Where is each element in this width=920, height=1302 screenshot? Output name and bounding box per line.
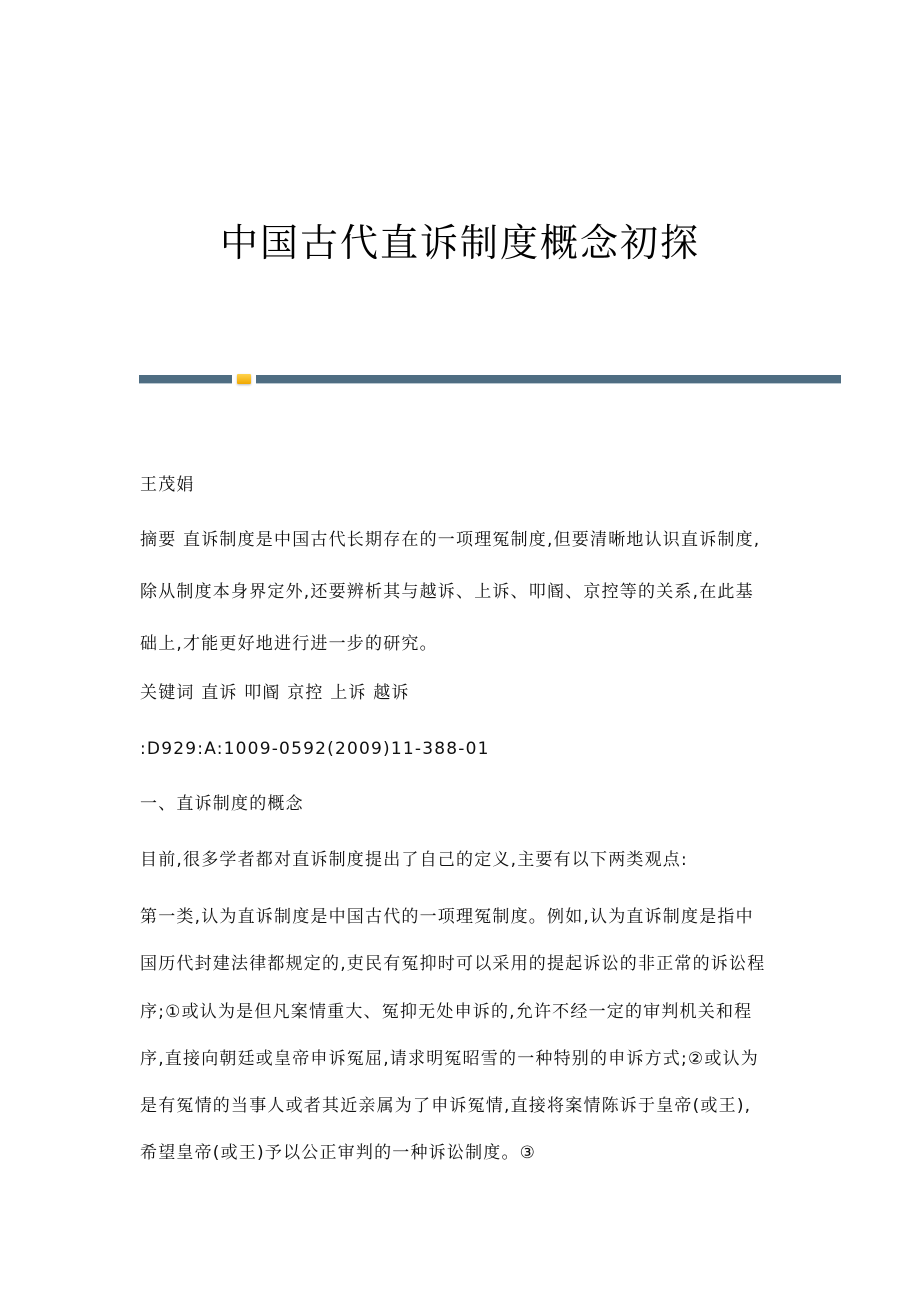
divider-bar-left	[139, 375, 232, 383]
abstract-line: 除从制度本身界定外,还要辨析其与越诉、上诉、叩阍、京控等的关系,在此基	[140, 582, 754, 602]
keywords: 关键词 直诉 叩阍 京控 上诉 越诉	[140, 683, 410, 703]
body-line: 序;①或认为是但凡案情重大、冤抑无处申诉的,允许不经一定的审判机关和程	[140, 1002, 753, 1022]
body-line: 目前,很多学者都对直诉制度提出了自己的定义,主要有以下两类观点:	[140, 850, 688, 870]
body-line: 希望皇帝(或王)予以公正审判的一种诉讼制度。③	[140, 1143, 537, 1163]
abstract-line: 摘要 直诉制度是中国古代长期存在的一项理冤制度,但要清晰地认识直诉制度,	[140, 530, 761, 550]
body-line: 第一类,认为直诉制度是中国古代的一项理冤制度。例如,认为直诉制度是指中	[140, 907, 754, 927]
abstract-line: 础上,才能更好地进行进一步的研究。	[140, 634, 438, 654]
section-heading: 一、直诉制度的概念	[140, 794, 304, 814]
body-line: 国历代封建法律都规定的,吏民有冤抑时可以采用的提起诉讼的非正常的诉讼程	[140, 954, 766, 974]
author-name: 王茂娟	[140, 475, 195, 495]
document-title: 中国古代直诉制度概念初探	[219, 221, 700, 265]
gold-emblem-icon	[237, 374, 251, 384]
classification-code: :D929:A:1009-0592(2009)11-388-01	[140, 739, 490, 759]
divider-bar-right	[256, 375, 841, 383]
title-divider	[139, 375, 841, 383]
body-line: 序,直接向朝廷或皇帝申诉冤屈,请求明冤昭雪的一种特别的申诉方式;②或认为	[140, 1049, 759, 1069]
body-line: 是有冤情的当事人或者其近亲属为了申诉冤情,直接将案情陈诉于皇帝(或王),	[140, 1096, 752, 1116]
